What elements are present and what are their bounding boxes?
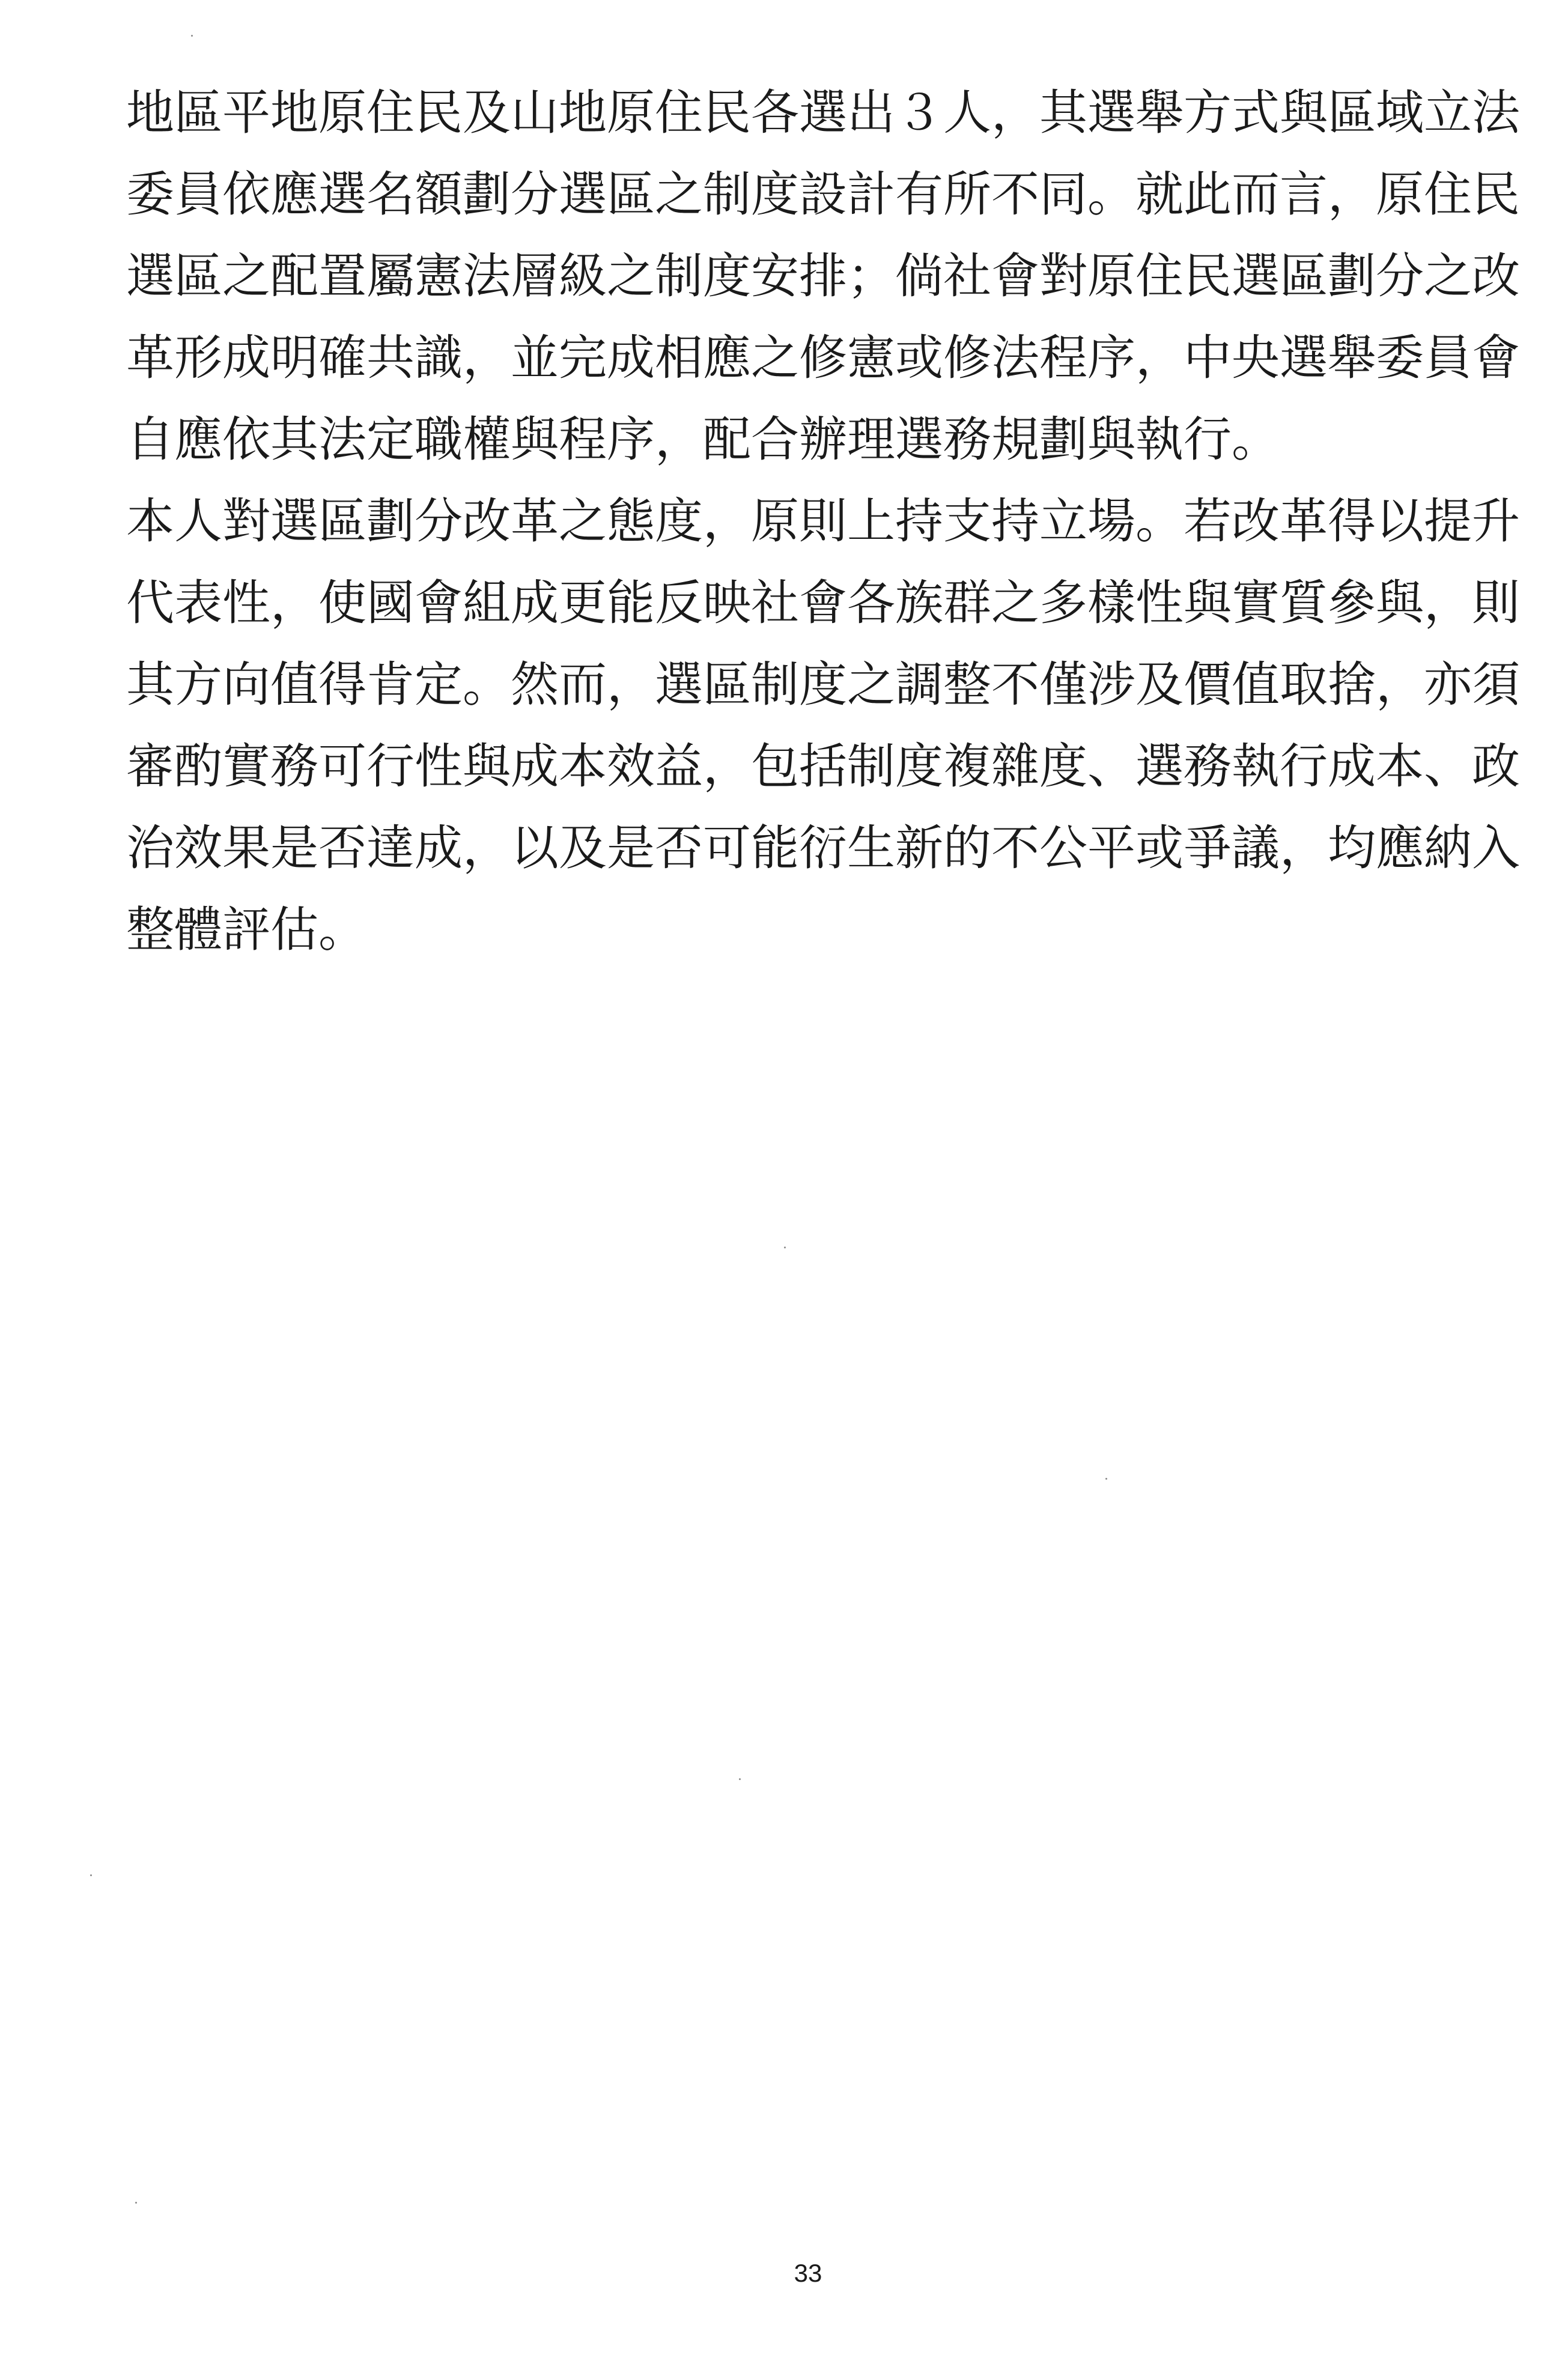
scan-speck (784, 1247, 786, 1248)
scan-speck (191, 35, 193, 37)
text-line: 其方向值得肯定。然而，選區制度之調整不僅涉及價值取捨，亦須 (126, 657, 1520, 713)
text-line: 整體評估。 (126, 902, 366, 958)
text-line: 本人對選區劃分改革之態度，原則上持支持立場。若改革得以提升 (126, 493, 1520, 549)
text-line: 自應依其法定職權與程序，配合辦理選務規劃與執行。 (126, 412, 1280, 467)
text-line: 地區平地原住民及山地原住民各選出３人，其選舉方式與區域立法 (126, 85, 1520, 141)
text-line: 代表性，使國會組成更能反映社會各族群之多樣性與實質參與，則 (126, 575, 1520, 631)
scan-speck (1105, 1478, 1107, 1480)
page-number: 33 (794, 2259, 822, 2287)
text-line: 委員依應選名額劃分選區之制度設計有所不同。就此而言，原住民 (126, 166, 1520, 222)
scan-speck (90, 1874, 92, 1876)
scan-speck (739, 1778, 741, 1780)
text-line: 選區之配置屬憲法層級之制度安排；倘社會對原住民選區劃分之改 (126, 248, 1520, 304)
scan-speck (135, 2202, 137, 2204)
text-line: 治效果是否達成，以及是否可能衍生新的不公平或爭議，均應納入 (126, 820, 1520, 876)
body-text (126, 72, 1520, 971)
text-line: 審酌實務可行性與成本效益，包括制度複雜度、選務執行成本、政 (126, 738, 1520, 794)
text-line: 革形成明確共識，並完成相應之修憲或修法程序，中央選舉委員會 (126, 330, 1520, 386)
